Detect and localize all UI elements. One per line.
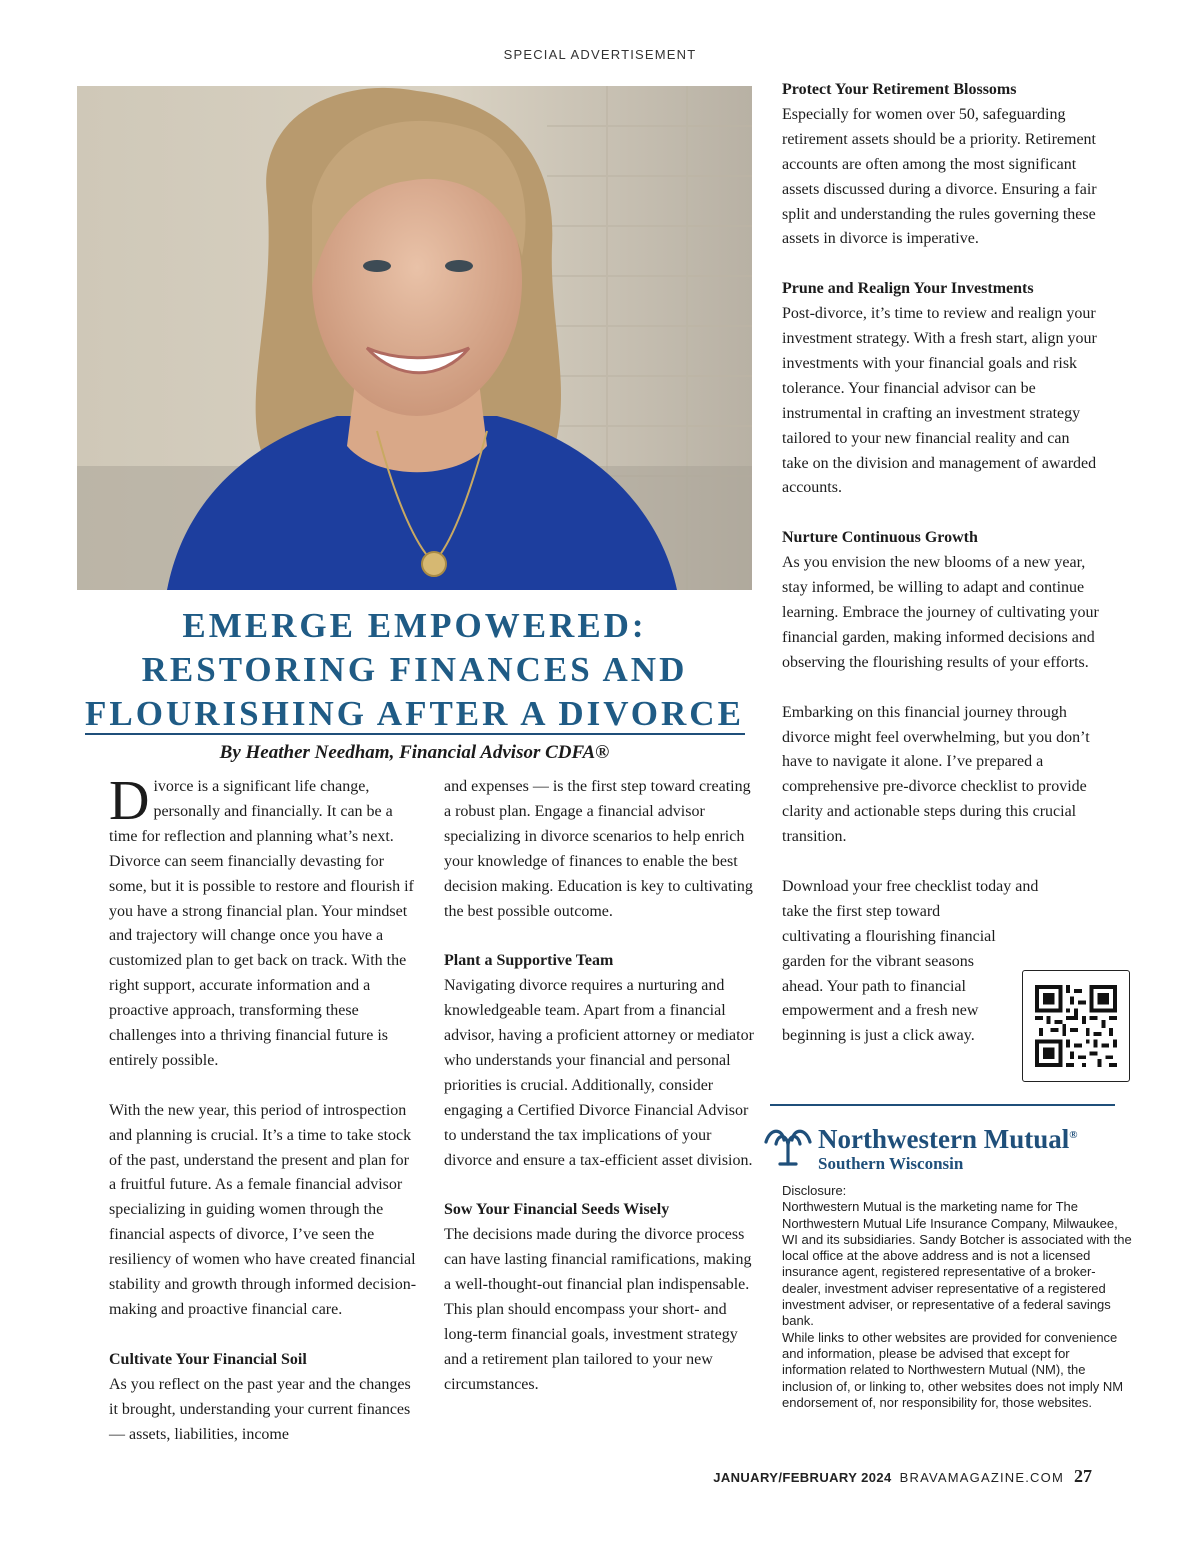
section-heading: Nurture Continuous Growth <box>782 529 978 547</box>
cta-line: cultivating a flourishing financial <box>782 927 996 945</box>
checklist-qr-code[interactable] <box>1022 970 1130 1082</box>
cta-line: beginning is just a click away. <box>782 1027 975 1045</box>
section-body: As you envision the new blooms of a new year, stay informed, be willing to adapt and continue learning. Embrace the journey of cultivating your financial garden, making informed decisions and observing the flourishing results of your efforts. <box>782 554 1099 671</box>
special-advertisement-label: SPECIAL ADVERTISEMENT <box>503 47 697 62</box>
section-body: Navigating divorce requires a nurturing and knowledgeable team. Apart from a financial advisor, having a proficient attorney or mediator who understands your financial and personal priorities is crucial. Additionally, consider engaging a Certified Divorce Financial Advisor to understand the tax implications of your divorce and ensure a tax-efficient asset division. <box>444 977 754 1169</box>
paragraph: Embarking on this financial journey through divorce might feel overwhelming, but you don’t have to navigate it alone. I’ve prepared a comprehensive pre-divorce checklist to provide clarity and actionable steps during this crucial transition. <box>782 703 1090 846</box>
headline-line-1: EMERGE EMPOWERED: <box>182 606 647 645</box>
logo-divider <box>770 1104 1115 1106</box>
section-heading: Protect Your Retirement Blossoms <box>782 81 1017 98</box>
issue-date: JANUARY/FEBRUARY 2024 <box>713 1470 892 1485</box>
section-body: Post-divorce, it’s time to review and realign your investment strategy. With a fresh start, align your investments with your financial goals and risk tolerance. Your financial advisor can be instrumental in crafting an investment strategy tailored to your new financial reality and can take on the division and management of awarded accounts. <box>782 305 1097 497</box>
drop-cap: D <box>109 770 150 832</box>
cta-line: ahead. Your path to financial <box>782 977 966 995</box>
portrait-photo <box>77 86 752 590</box>
byline: By Heather Needham, Financial Advisor CDFA® <box>219 742 610 763</box>
page-number: 27 <box>1074 1466 1092 1486</box>
cta-line: garden for the vibrant seasons <box>782 952 974 970</box>
paragraph: With the new year, this period of introspection and planning is crucial. It’s a time to take stock of the past, understand the present and plan for a fruitful future. As a female financial advisor specializing in guiding women through the financial aspects of divorce, I’ve seen the resiliency of women who have created financial stability and growth through informed decision-making and proactive financial care. <box>109 1101 417 1319</box>
headline-line-3: FLOURISHING AFTER A DIVORCE <box>85 694 744 733</box>
section-body: Especially for women over 50, safeguarding retirement assets should be a priority. Retirement accounts are often among the most significant assets discussed during a divorce. Ensuring a fair split and understanding the rules governing these assets in divorce is imperative. <box>782 105 1097 248</box>
cta-line: Download your free checklist today and <box>782 877 1039 895</box>
article-headline <box>77 604 752 736</box>
cta-line: take the first step toward <box>782 902 941 920</box>
headline-line-2: RESTORING FINANCES AND <box>141 650 688 689</box>
headline-divider <box>85 733 745 735</box>
intro-paragraph: Divorce is a significant life change, personally and financially. It can be a time for reflection and planning what’s next. Divorce can seem financially devasting for some, but it is possible to restore and flourish if you have a strong financial plan. Your mindset and trajectory will change once you have a customized plan to get back on track. With the right support, accurate information and a proactive approach, transforming these challenges into a thriving financial future is entirely possible. <box>109 770 414 1069</box>
brand-subtitle: Southern Wisconsin <box>818 1154 964 1173</box>
disclosure <box>782 1183 1134 1411</box>
section-heading: Prune and Realign Your Investments <box>782 280 1034 298</box>
section-body: and expenses — is the first step toward creating a robust plan. Engage a financial advisor specializing in divorce scenarios to help enrich your knowledge of finances to enable the best decision making. Education is key to cultivating the best possible outcome. <box>444 778 753 920</box>
section-body: As you reflect on the past year and the changes it brought, understanding your current finances — assets, liabilities, income <box>109 1375 411 1443</box>
disclosure-text: Northwestern Mutual is the marketing name for The Northwestern Mutual Life Insurance Company, Milwaukee, WI and its subsidiaries. Sandy Botcher is associated with the local office at the above address and is not a licensed insurance agent, registered representative of a broker-dealer, investment adviser representative of a registered investment adviser, or representative of a federal savings bank. <box>782 1199 1132 1329</box>
brand-name: Northwestern Mutual® <box>818 1124 1078 1154</box>
disclosure-label: Disclosure: <box>782 1183 847 1198</box>
northwestern-mutual-logo <box>760 1120 1140 1172</box>
section-heading: Plant a Supportive Team <box>444 952 614 970</box>
section-heading: Sow Your Financial Seeds Wisely <box>444 1201 670 1219</box>
cta-line: empowerment and a fresh new <box>782 1002 979 1020</box>
article-column-3 <box>782 78 1100 1049</box>
disclosure-text: While links to other websites are provided for convenience and information, please be advised that except for information related to Northwestern Mutual (NM), the inclusion of, or linking to, other websites does not imply NM endorsement of, nor responsibility for, those websites. <box>782 1329 1124 1410</box>
magazine-site: BRAVAMAGAZINE.COM <box>899 1470 1064 1485</box>
article-column-2 <box>444 775 756 1423</box>
section-body: The decisions made during the divorce process can have lasting financial ramifications, making a well-thought-out financial plan indispensable. This plan should encompass your short- and long-term financial goals, investment strategy and a retirement plan tailored to your new circumstances. <box>444 1226 752 1393</box>
article-column-1 <box>109 770 419 1472</box>
page-footer <box>713 1466 1092 1487</box>
nm-wave-icon <box>762 1122 814 1168</box>
section-heading: Cultivate Your Financial Soil <box>109 1350 307 1368</box>
